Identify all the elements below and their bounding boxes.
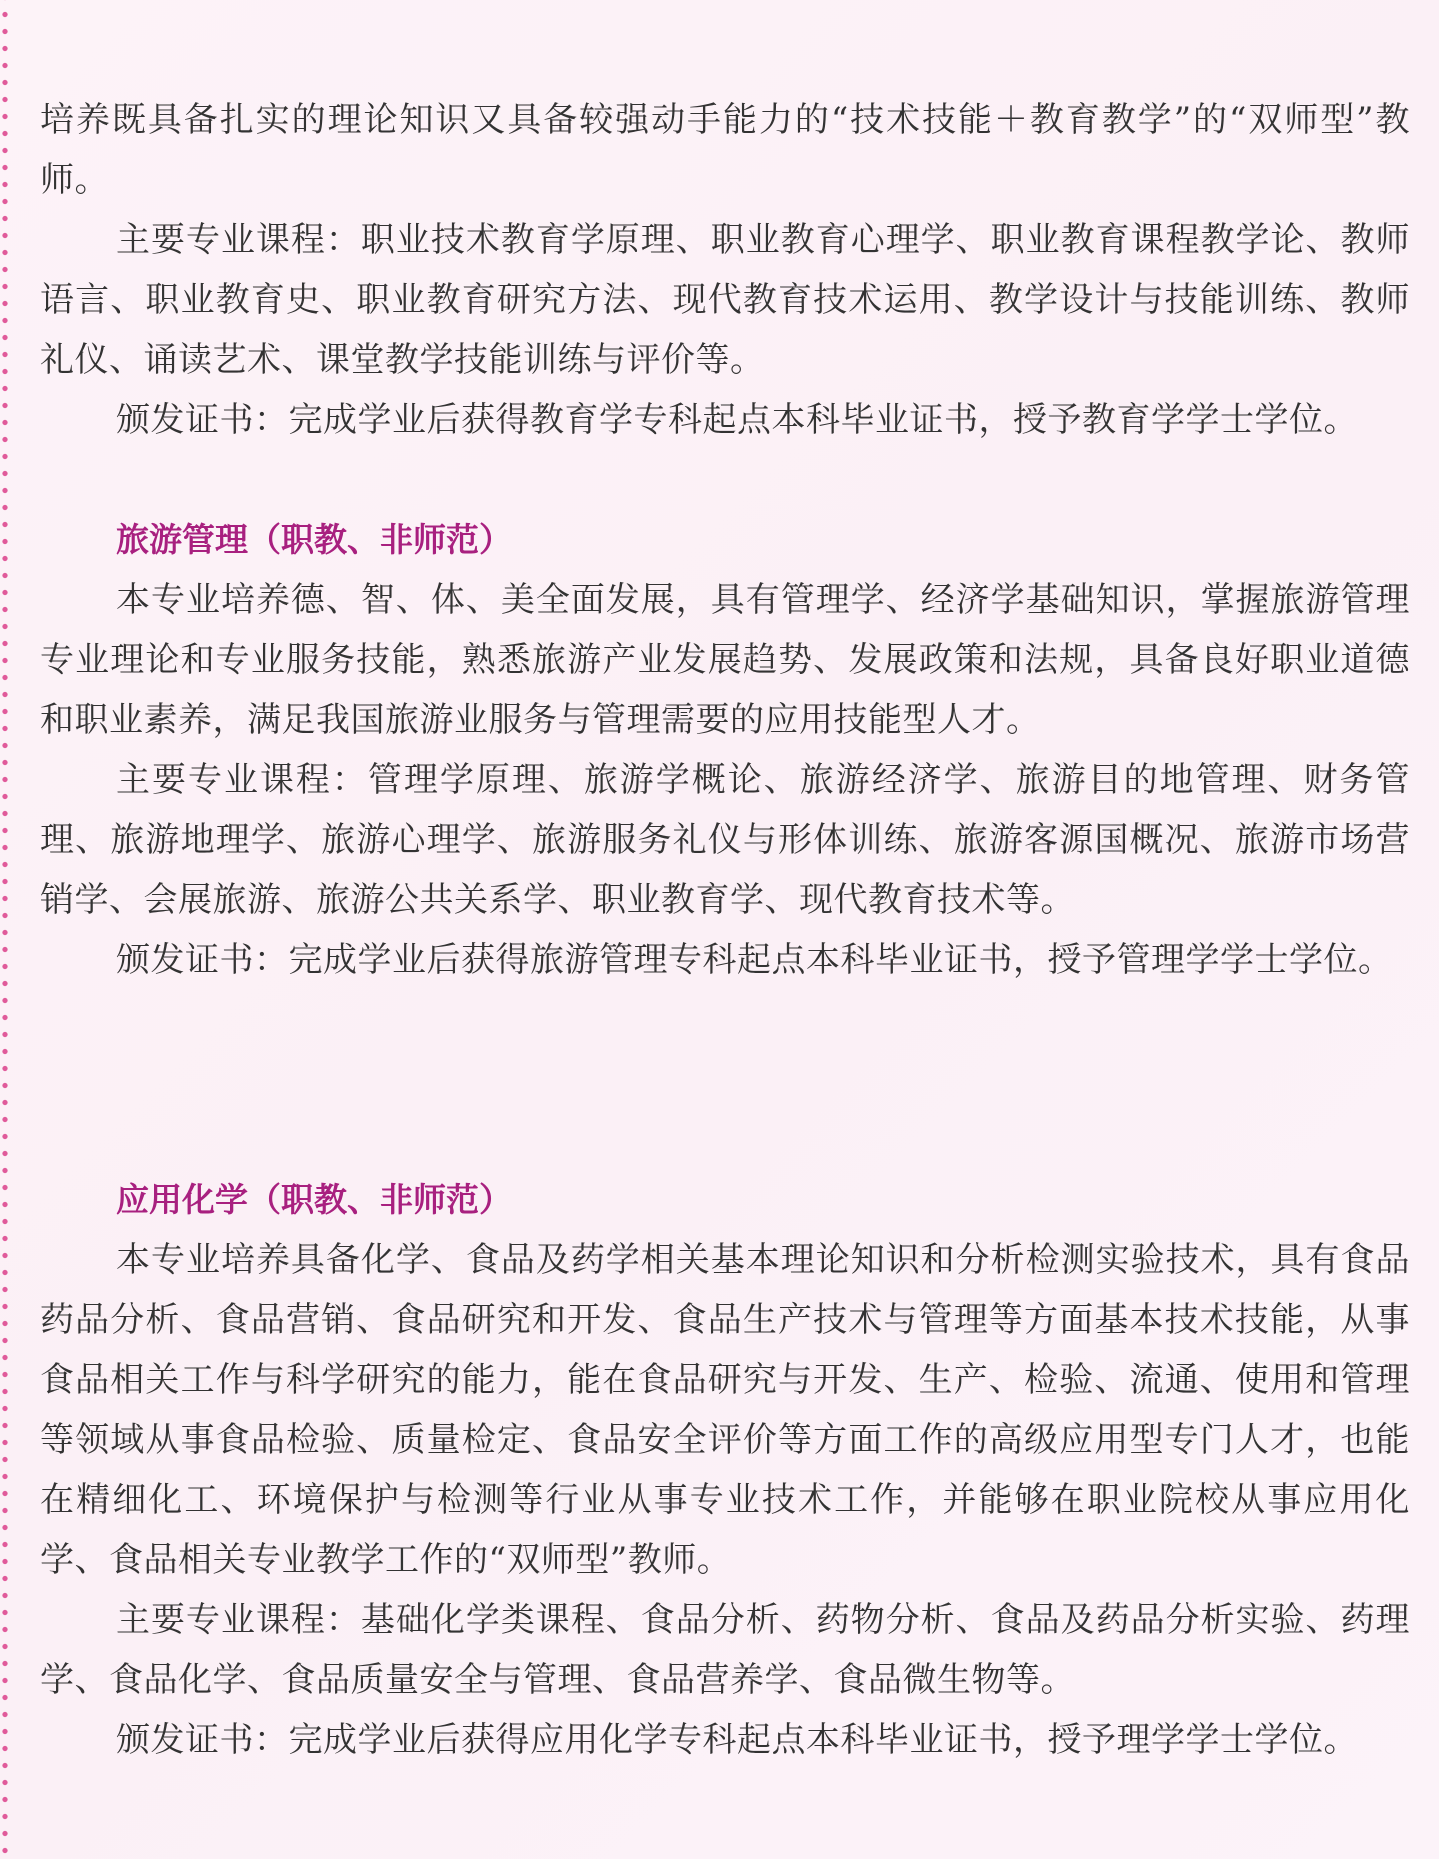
section3-certificate-paragraph: 颁发证书：完成学业后获得应用化学专科起点本科毕业证书，授予理学学士学位。 [116, 1720, 1358, 1760]
section-applied-chemistry [40, 1170, 1410, 1770]
section1-courses-paragraph: 主要专业课程：职业技术教育学原理、职业教育心理学、职业教育课程教学论、教师语言、职业教育史、职业教育研究方法、现代教育技术运用、教学设计与技能训练、教师礼仪、诵读艺术、课堂教学技能训练与评价等。 [40, 220, 1410, 380]
section-education-continuation [40, 90, 1410, 450]
section3-courses-paragraph: 主要专业课程：基础化学类课程、食品分析、药物分析、食品及药品分析实验、药理学、食品化学、食品质量安全与管理、食品营养学、食品微生物等。 [40, 1600, 1410, 1700]
section3-heading: 应用化学（职教、非师范） [116, 1180, 512, 1219]
page-content [40, 90, 1410, 1770]
section2-intro-paragraph: 本专业培养德、智、体、美全面发展，具有管理学、经济学基础知识，掌握旅游管理专业理论和专业服务技能，熟悉旅游产业发展趋势、发展政策和法规，具备良好职业道德和职业素养，满足我国旅游业服务与管理需要的应用技能型人才。 [40, 580, 1410, 740]
section1-intro-paragraph: 培养既具备扎实的理论知识又具备较强动手能力的“技术技能＋教育教学”的“双师型”教师。 [40, 100, 1410, 200]
section2-courses-paragraph: 主要专业课程：管理学原理、旅游学概论、旅游经济学、旅游目的地管理、财务管理、旅游地理学、旅游心理学、旅游服务礼仪与形体训练、旅游客源国概况、旅游市场营销学、会展旅游、旅游公共关系学、职业教育学、现代教育技术等。 [40, 760, 1410, 920]
section2-heading: 旅游管理（职教、非师范） [116, 520, 512, 559]
section2-certificate-paragraph: 颁发证书：完成学业后获得旅游管理专科起点本科毕业证书，授予管理学学士学位。 [116, 940, 1393, 980]
section-tourism-management [40, 510, 1410, 990]
dotted-border-decoration [0, 0, 10, 1859]
section1-certificate-paragraph: 颁发证书：完成学业后获得教育学专科起点本科毕业证书，授予教育学学士学位。 [116, 400, 1358, 440]
section3-intro-paragraph: 本专业培养具备化学、食品及药学相关基本理论知识和分析检测实验技术，具有食品药品分析、食品营销、食品研究和开发、食品生产技术与管理等方面基本技术技能，从事食品相关工作与科学研究的能力，能在食品研究与开发、生产、检验、流通、使用和管理等领域从事食品检验、质量检定、食品安全评价等方面工作的高级应用型专门人才，也能在精细化工、环境保护与检测等行业从事专业技术工作，并能够在职业院校从事应用化学、食品相关专业教学工作的“双师型”教师。 [40, 1240, 1410, 1580]
